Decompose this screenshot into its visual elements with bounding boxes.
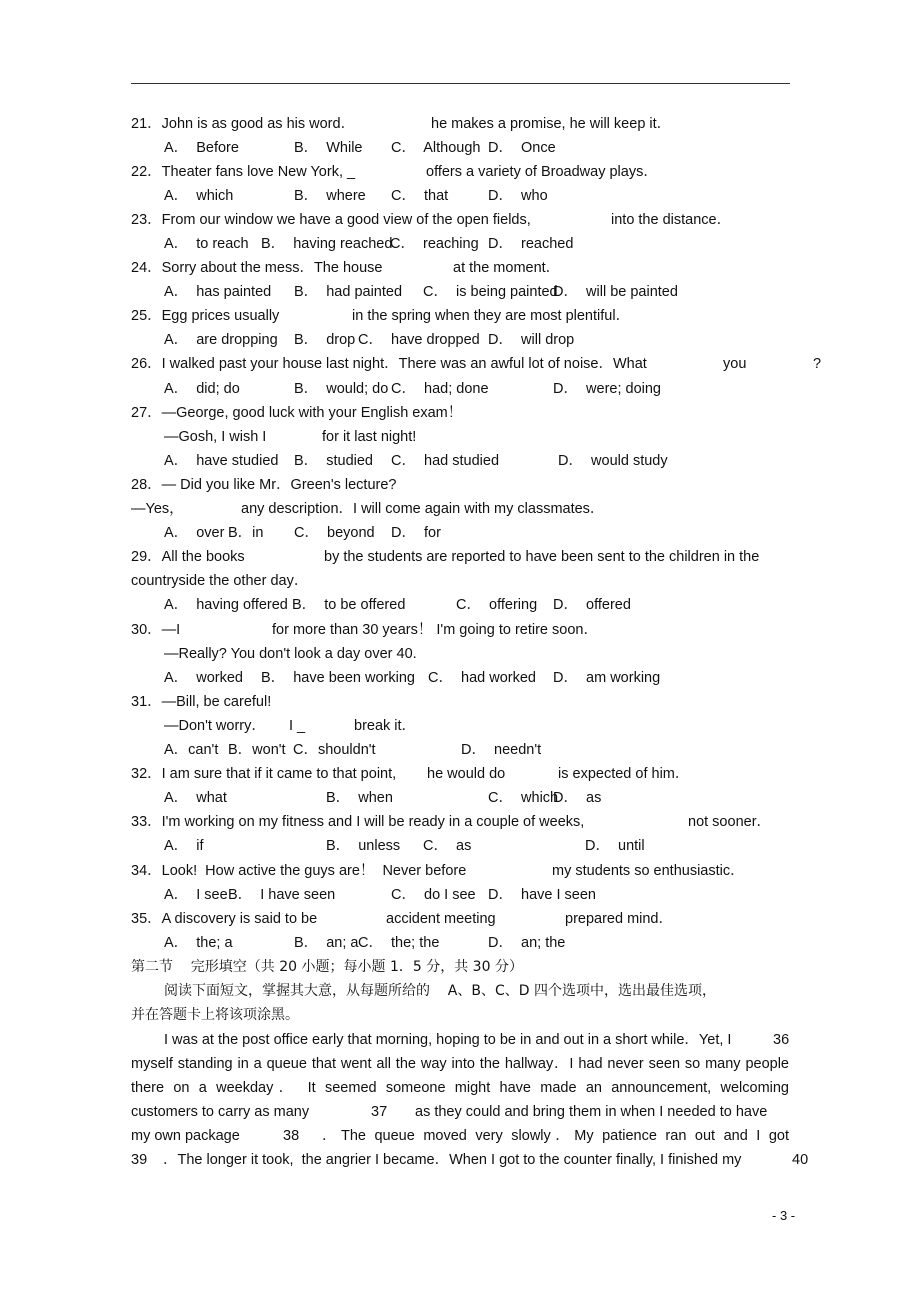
option-d: D． have I seen — [488, 887, 596, 903]
blank-number: 38 — [283, 1128, 300, 1144]
passage-line: customers to carry as many — [131, 1104, 310, 1120]
question-stem: accident meeting — [386, 911, 496, 927]
option-b: B． an; a — [294, 935, 359, 951]
option-d: D． who — [488, 188, 548, 204]
option-b: B．won't — [228, 742, 286, 758]
option-a: A． has painted — [164, 284, 272, 300]
option-d: D． as — [553, 790, 602, 806]
option-a: A． I see — [164, 887, 228, 903]
option-c: C． do I see — [391, 887, 476, 903]
option-d: D． am working — [553, 670, 661, 686]
option-b: B． have been working — [261, 670, 415, 686]
question-stem: ? — [813, 356, 822, 372]
passage-line: myself standing in a queue that went all the way into the hallway．I had never seen so many people — [131, 1056, 789, 1072]
option-b: B． where — [294, 188, 366, 204]
option-c: C． had studied — [391, 453, 500, 469]
option-d: D． reached — [488, 236, 574, 252]
question-stem: for it last night! — [322, 429, 417, 445]
option-b: B． would; do — [294, 381, 389, 397]
option-d: D． an; the — [488, 935, 566, 951]
question-stem: 21．John is as good as his word． — [131, 116, 356, 132]
option-b: B． had painted — [294, 284, 403, 300]
question-stem: by the students are reported to have been sent to the children in the — [324, 549, 760, 565]
option-b: B． I have seen — [228, 887, 336, 903]
question-stem: for more than 30 years！ I'm going to retire soon． — [272, 622, 598, 638]
passage-line: as they could and bring them in when I needed to have — [415, 1104, 768, 1120]
blank-number: 39 — [131, 1152, 148, 1168]
option-a: A． Before — [164, 140, 239, 156]
passage-line: my own package — [131, 1128, 240, 1144]
option-c: C． have dropped — [358, 332, 480, 348]
option-a: A． what — [164, 790, 227, 806]
option-b: B． to be offered — [292, 597, 406, 613]
question-stem: my students so enthusiastic． — [552, 863, 745, 879]
option-c: C．shouldn't — [293, 742, 376, 758]
question-stem: 28．— Did you like Mr．Green's lecture? — [131, 477, 397, 493]
question-stem: is expected of him． — [558, 766, 690, 782]
option-b: B． studied — [294, 453, 373, 469]
question-stem: 32．I am sure that if it came to that point, — [131, 766, 397, 782]
option-d: D． needn't — [461, 742, 542, 758]
option-a: A．can't — [164, 742, 219, 758]
question-stem: he would do — [427, 766, 506, 782]
option-a: A． which — [164, 188, 234, 204]
option-b: B． drop — [294, 332, 356, 348]
question-stem: 31．—Bill, be careful! — [131, 694, 272, 710]
option-c: C． offering — [456, 597, 538, 613]
option-c: C． Although — [391, 140, 481, 156]
option-a: A． over — [164, 525, 225, 541]
option-d: D． offered — [553, 597, 631, 613]
option-d: D． Once — [488, 140, 556, 156]
question-stem: 34．Look! How active the guys are！ Never before — [131, 863, 467, 879]
question-stem: into the distance． — [611, 212, 732, 228]
section-instructions: 阅读下面短文，掌握其大意，从每题所给的 A、B、C、D 四个选项中，选出最佳选项， — [164, 983, 716, 999]
question-stem: 26．I walked past your house last night．There was an awful lot of noise．What — [131, 356, 647, 372]
question-stem: 25．Egg prices usually — [131, 308, 280, 324]
option-d: D． would study — [558, 453, 668, 469]
option-d: D． will drop — [488, 332, 575, 348]
option-a: A． are dropping — [164, 332, 278, 348]
question-stem: 33．I'm working on my fitness and I will be ready in a couple of weeks, — [131, 814, 585, 830]
question-stem: any description．I will come again with my classmates． — [241, 501, 605, 517]
option-a: A． to reach — [164, 236, 249, 252]
blank-number: 37 — [371, 1104, 388, 1120]
page-number: - 3 - — [772, 1208, 796, 1223]
question-stem: offers a variety of Broadway plays． — [426, 164, 658, 180]
option-d: D． were; doing — [553, 381, 661, 397]
question-stem: prepared mind． — [565, 911, 673, 927]
question-stem: —Really? You don't look a day over 40. — [164, 646, 417, 662]
question-stem: 24．Sorry about the mess．The house — [131, 260, 383, 276]
question-stem: —Don't worry． — [164, 718, 266, 734]
question-stem: break it． — [354, 718, 417, 734]
option-b: B．in — [228, 525, 264, 541]
option-a: A． the; a — [164, 935, 233, 951]
option-b: B． when — [326, 790, 393, 806]
option-c: C． that — [391, 188, 449, 204]
section-heading: 第二节 完形填空（共 20 小题；每小题 1．5 分，共 30 分） — [131, 959, 523, 975]
question-stem: not sooner． — [688, 814, 772, 830]
option-c: C． is being painted — [423, 284, 558, 300]
option-c: C． had worked — [428, 670, 536, 686]
option-a: A． worked — [164, 670, 243, 686]
option-d: D． will be painted — [553, 284, 678, 300]
option-a: A． have studied — [164, 453, 279, 469]
option-c: C． as — [423, 838, 472, 854]
option-c: C． the; the — [358, 935, 440, 951]
blank-number: 40 — [792, 1152, 809, 1168]
question-stem: —Gosh, I wish I — [164, 429, 267, 445]
option-a: A． if — [164, 838, 204, 854]
question-stem: —Yes， — [131, 501, 184, 517]
passage-line: there on a weekday． It seemed someone might have made an announcement, welcoming — [131, 1080, 789, 1096]
option-b: B． unless — [326, 838, 401, 854]
question-stem: he makes a promise, he will keep it． — [431, 116, 672, 132]
option-d: D． until — [585, 838, 645, 854]
option-a: A． did; do — [164, 381, 240, 397]
question-stem: 29．All the books — [131, 549, 245, 565]
option-b: B． While — [294, 140, 363, 156]
passage-line: ．The longer it took, the angrier I became．When I got to the counter finally, I finished my — [163, 1152, 742, 1168]
passage-line: ．The queue moved very slowly．My patience ran out and I got — [322, 1128, 789, 1144]
option-c: C． reaching — [390, 236, 479, 252]
question-stem: 23．From our window we have a good view of the open fields, — [131, 212, 531, 228]
question-stem: 22．Theater fans love New York, _ — [131, 164, 356, 180]
question-stem: I _ — [289, 718, 306, 734]
option-d: D． for — [391, 525, 441, 541]
blank-number: 36 — [773, 1032, 790, 1048]
option-c: C． which — [488, 790, 559, 806]
question-stem: countryside the other day． — [131, 573, 309, 589]
question-stem: at the moment． — [453, 260, 561, 276]
option-a: A． having offered — [164, 597, 288, 613]
question-stem: 35．A discovery is said to be — [131, 911, 318, 927]
passage-line: I was at the post office early that morning, hoping to be in and out in a short while．Yet, I — [164, 1032, 732, 1048]
question-stem: 30．—I — [131, 622, 181, 638]
question-stem: 27．—George, good luck with your English exam！ — [131, 405, 463, 421]
section-instructions: 并在答题卡上将该项涂黑。 — [131, 1007, 299, 1023]
option-b: B． having reached — [261, 236, 393, 252]
question-stem: in the spring when they are most plentiful． — [352, 308, 631, 324]
option-c: C． had; done — [391, 381, 489, 397]
option-c: C． beyond — [294, 525, 375, 541]
header-rule — [131, 83, 790, 84]
question-stem: you — [723, 356, 747, 372]
